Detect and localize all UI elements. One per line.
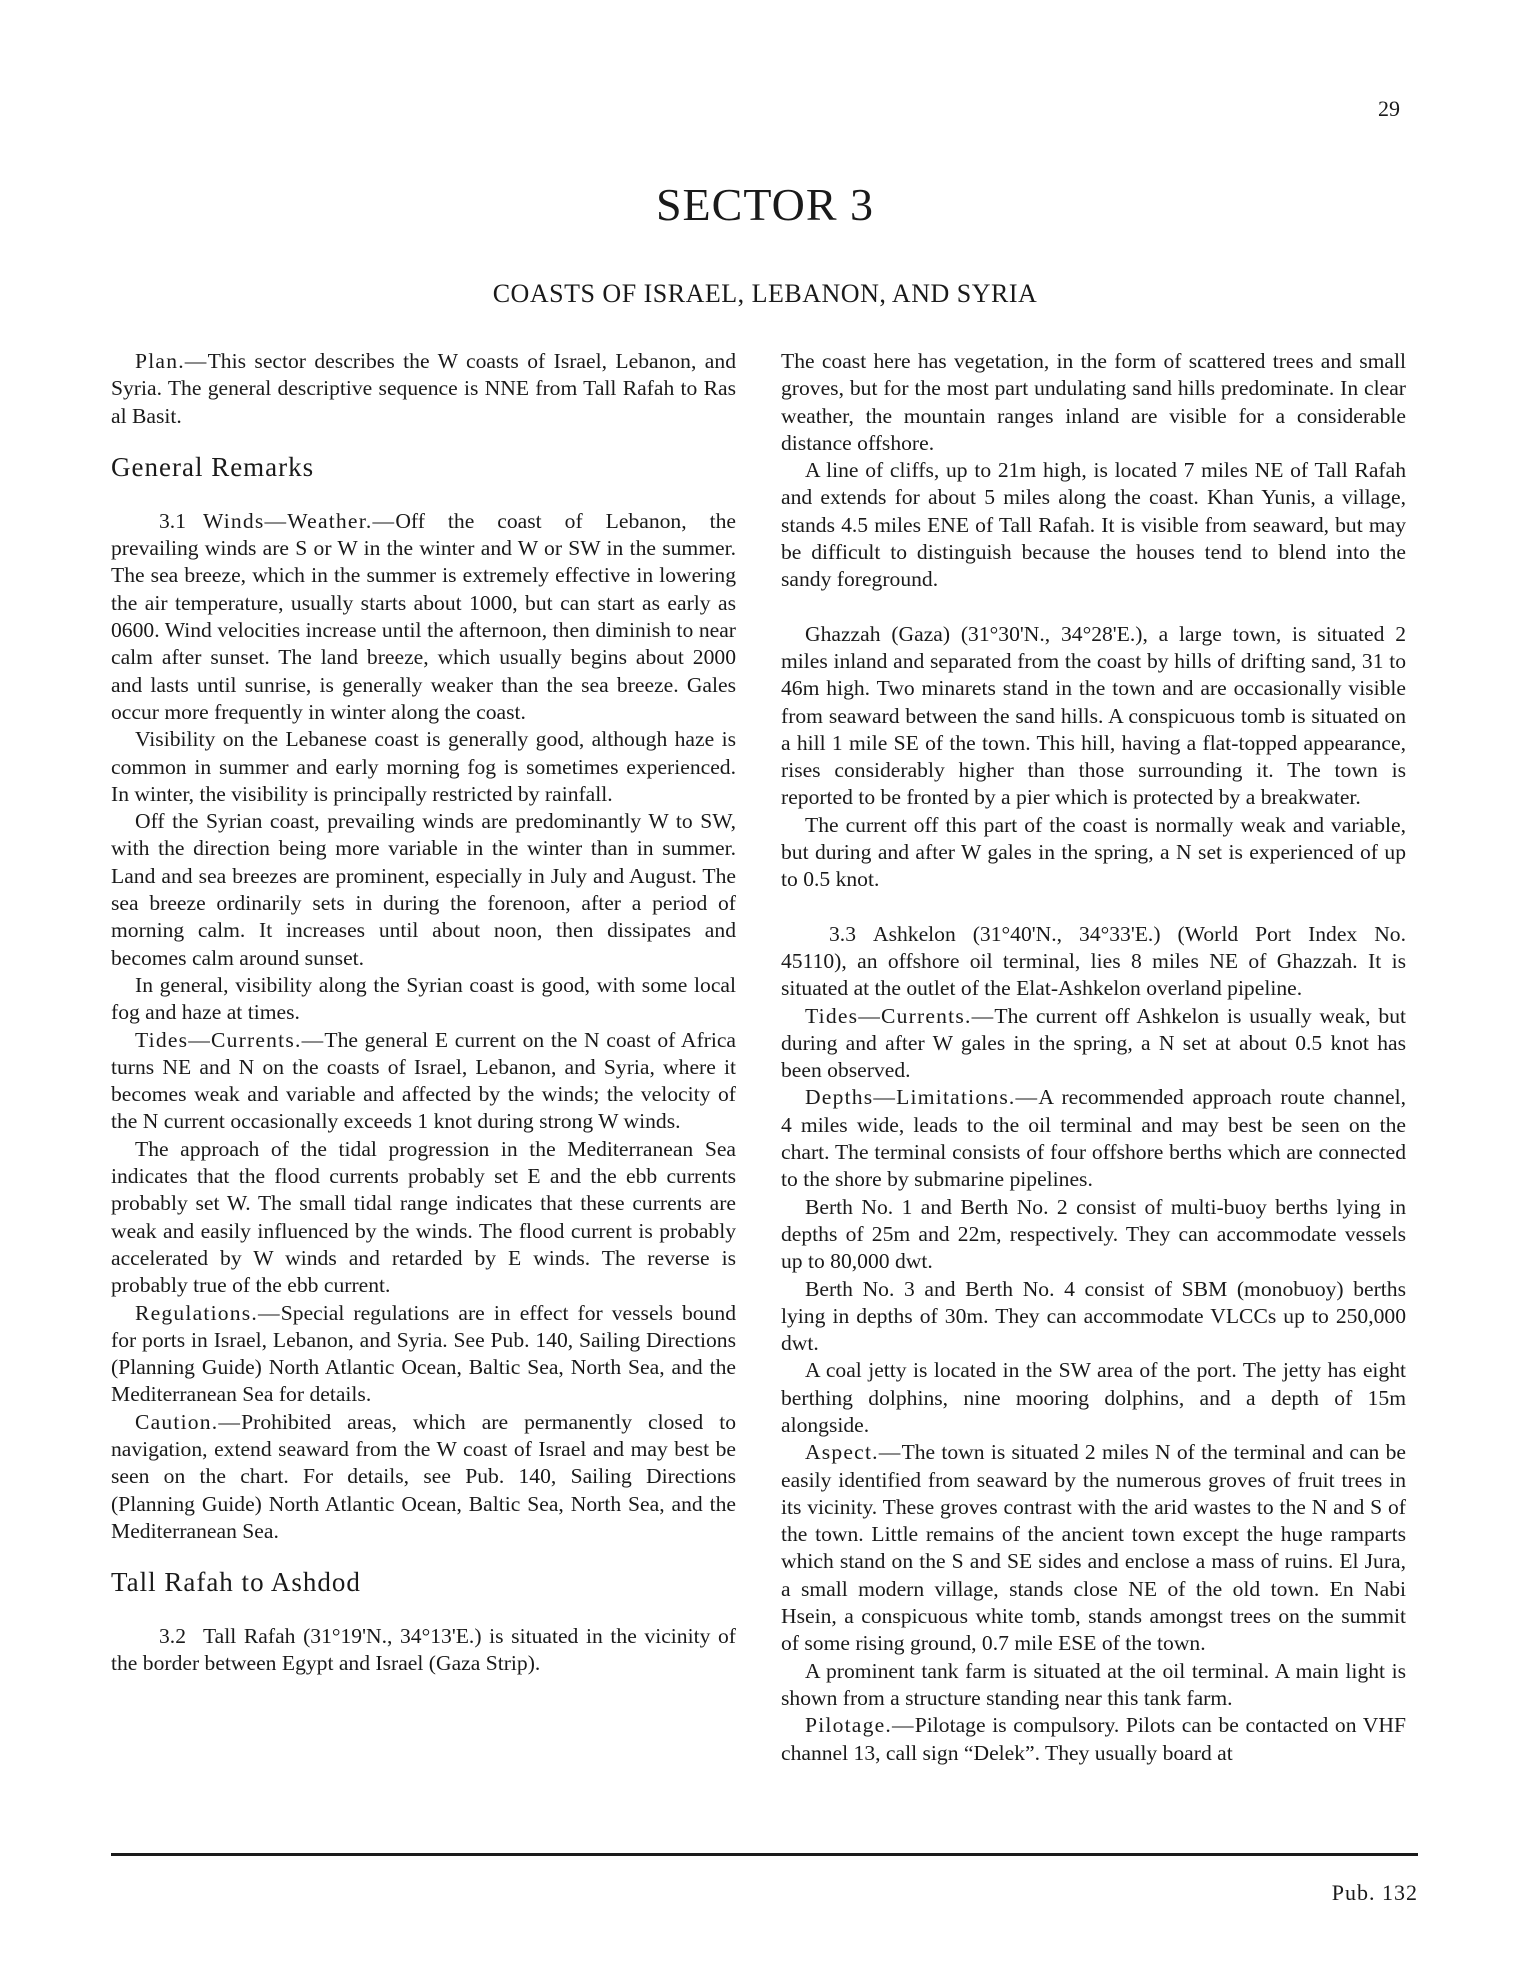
paragraph-depths-limitations [781,1084,1406,1193]
paragraph-ghazzah: Ghazzah (Gaza) (31°30'N., 34°28'E.), a large town, is situated 2 miles inland and separated from the coast by hills of drifting sand, 31 to 46m high. Two minarets stand in the town and are occasionally visible from seaward between the sand hills. A conspicuous tomb is situated on a hill 1 mile SE of the town. This hill, having a flat-topped appearance, rises considerably higher than those surrounding it. The town is reported to be fronted by a pier which is protected by a breakwater. [781,621,1406,810]
heading-general-remarks: General Remarks [111,451,315,482]
paragraph-plan [111,348,736,430]
paragraph-regulations [111,1300,736,1409]
paragraph-text: The town is situated 2 miles N of the terminal and can be easily identified from seaward by the numerous groves of fruit trees in its vicinity. These groves contrast with the arid wastes to the N and S of the town. Little remains of the ancient town except the huge ramparts which stand on the S and SE sides and enclose a mass of ruins. El Jura, a small modern village, stands close NE of the old town. En Nabi Hsein, a conspicuous white tomb, stands amongst trees on the summit of some rising ground, 0.7 mile ESE of the town. [781,1440,1406,1656]
paragraph-cliffs: A line of cliffs, up to 21m high, is located 7 miles NE of Tall Rafah and extends for about 5 miles along the coast. Khan Yunis, a village, stands 4.5 miles ENE of Tall Rafah. It is visible from seaward, but may be difficult to distinguish because the houses tend to blend into the sandy foreground. [781,458,1406,592]
paragraph-text: Ashkelon (31°40'N., 34°33'E.) (World Port Index No. 45110), an offshore oil terminal, lies 8 miles NE of Ghazzah. It is situated at the outlet of the Elat-Ashkelon overland pipeline. [781,921,1406,1001]
paragraph-text: Tall Rafah (31°19'N., 34°13'E.) is situated in the vicinity of the border between Egypt and Israel (Gaza Strip). [111,1624,736,1676]
paragraph-text: Prohibited areas, which are permanently closed to navigation, extend seaward from the W coast of Israel and may best be seen on the chart. For details, see Pub. 140, Sailing Directions (Planning Guide) North Atlantic Ocean, Baltic Sea, North Sea, and the Mediterranean Sea. [111,1409,736,1543]
paragraph-pilotage [781,1712,1406,1767]
heading-tall-rafah-to-ashdod: Tall Rafah to Ashdod [111,1567,361,1598]
paragraph-syrian-visibility: In general, visibility along the Syrian coast is good, with some local fog and haze at times. [111,972,736,1025]
page-number: 29 [1378,96,1400,121]
paragraph-visibility-lebanon: Visibility on the Lebanese coast is generally good, although haze is common in summer and early morning fog is sometimes experienced. In winter, the visibility is principally restricted by rainfall. [111,727,736,806]
paragraph-current-off-coast: The current off this part of the coast is normally weak and variable, but during and after W gales in the spring, a N set is experienced of up to 0.5 knot. [781,812,1406,892]
run-in-heading: Depths—Limitations.— [805,1085,1039,1110]
section-number: 3.3 [829,921,856,946]
run-in-heading: Tides—Currents.— [135,1027,325,1052]
paragraph-caution [111,1409,736,1545]
paragraph-syrian-winds: Off the Syrian coast, prevailing winds are predominantly W to SW, with the direction being more variable in the winter than in summer. Land and sea breezes are prominent, especially in July and August. The sea breeze ordinarily sets in during the forenoon, after a period of morning calm. It increases until about noon, then dissipates and becomes calm around sunset. [111,809,736,970]
paragraph-3-1 [111,508,736,726]
section-number: 3.1 [159,508,186,533]
paragraph-tank-farm: A prominent tank farm is situated at the oil terminal. A main light is shown from a structure standing near this tank farm. [781,1658,1406,1710]
run-in-heading: Regulations.— [135,1300,281,1325]
run-in-heading: Plan.— [135,349,208,373]
paragraph-3-3 [781,921,1406,1003]
run-in-heading: Winds—Weather.— [203,508,396,533]
paragraph-coal-jetty: A coal jetty is located in the SW area of the port. The jetty has eight berthing dolphins, nine mooring dolphins, and a depth of 15m alongside. [781,1358,1406,1437]
run-in-heading: Tides—Currents.— [805,1003,995,1028]
footer-rule [111,1853,1418,1856]
paragraph-3-2 [111,1623,736,1678]
paragraph-aspect [781,1439,1406,1657]
paragraph-text: Special regulations are in effect for vessels bound for ports in Israel, Lebanon, and Syria. See Pub. 140, Sailing Directions (Planning Guide) North Atlantic Ocean, Baltic Sea, North Sea, and the Mediterranean Sea for details. [111,1300,736,1407]
paragraph-text: Pilotage is compulsory. Pilots can be contacted on VHF channel 13, call sign “Delek”. They usually board at [781,1713,1406,1765]
paragraph-coast-vegetation: The coast here has vegetation, in the form of scattered trees and small groves, but for the most part undulating sand hills predominate. In clear weather, the mountain ranges inland are visible for a considerable distance offshore. [781,349,1406,455]
paragraph-text: This sector describes the W coasts of Israel, Lebanon, and Syria. The general descriptive sequence is NNE from Tall Rafah to Ras al Basit. [111,349,736,428]
run-in-heading: Caution.— [135,1409,242,1434]
run-in-heading: Aspect.— [805,1440,902,1465]
paragraph-tides-ashkelon [781,1003,1406,1085]
sector-subtitle: COASTS OF ISRAEL, LEBANON, AND SYRIA [492,279,1038,308]
paragraph-tidal-progression: The approach of the tidal progression in the Mediterranean Sea indicates that the flood currents probably set E and the ebb currents probably set W. The small tidal range indicates that these currents are weak and easily influenced by the winds. The flood current is probably accelerated by W winds and retarded by E winds. The reverse is probably true of the ebb current. [111,1136,736,1298]
paragraph-text: A recommended approach route channel, 4 miles wide, leads to the oil terminal and may best be seen on the chart. The terminal consists of four offshore berths which are connected to the shore by submarine pipelines. [781,1085,1406,1192]
sector-title: SECTOR 3 [655,179,875,230]
section-number: 3.2 [159,1624,186,1649]
publication-footer: Pub. 132 [1331,1880,1418,1905]
paragraph-tides-currents [111,1027,736,1136]
paragraph-text: Off the coast of Lebanon, the prevailing winds are S or W in the winter and W or SW in the summer. The sea breeze, which in the summer is extremely effective in lowering the air temperature, usually starts about 1000, but can start as early as 0600. Wind velocities increase until the afternoon, then diminish to near calm after sunset. The land breeze, which usually begins about 2000 and lasts until sunrise, is generally weaker than the sea breeze. Gales occur more frequently in winter along the coast. [111,508,736,724]
left-column [111,348,736,1678]
paragraph-berths-3-4: Berth No. 3 and Berth No. 4 consist of SBM (monobuoy) berths lying in depths of 30m. They can accommodate VLCCs up to 250,000 dwt. [781,1276,1406,1356]
right-column [781,348,1406,1767]
paragraph-text: The current off Ashkelon is usually weak, but during and after W gales in the spring, a N set at about 0.5 knot has been observed. [781,1003,1406,1083]
run-in-heading: Pilotage.— [805,1713,915,1738]
paragraph-text: The general E current on the N coast of Africa turns NE and N on the coasts of Israel, Lebanon, and Syria, where it becomes weak and variable and affected by the winds; the velocity of the N current occasionally exceeds 1 knot during strong W winds. [111,1027,736,1134]
paragraph-berths-1-2: Berth No. 1 and Berth No. 2 consist of multi-buoy berths lying in depths of 25m and 22m, respectively. They can accommodate vessels up to 80,000 dwt. [781,1194,1406,1274]
